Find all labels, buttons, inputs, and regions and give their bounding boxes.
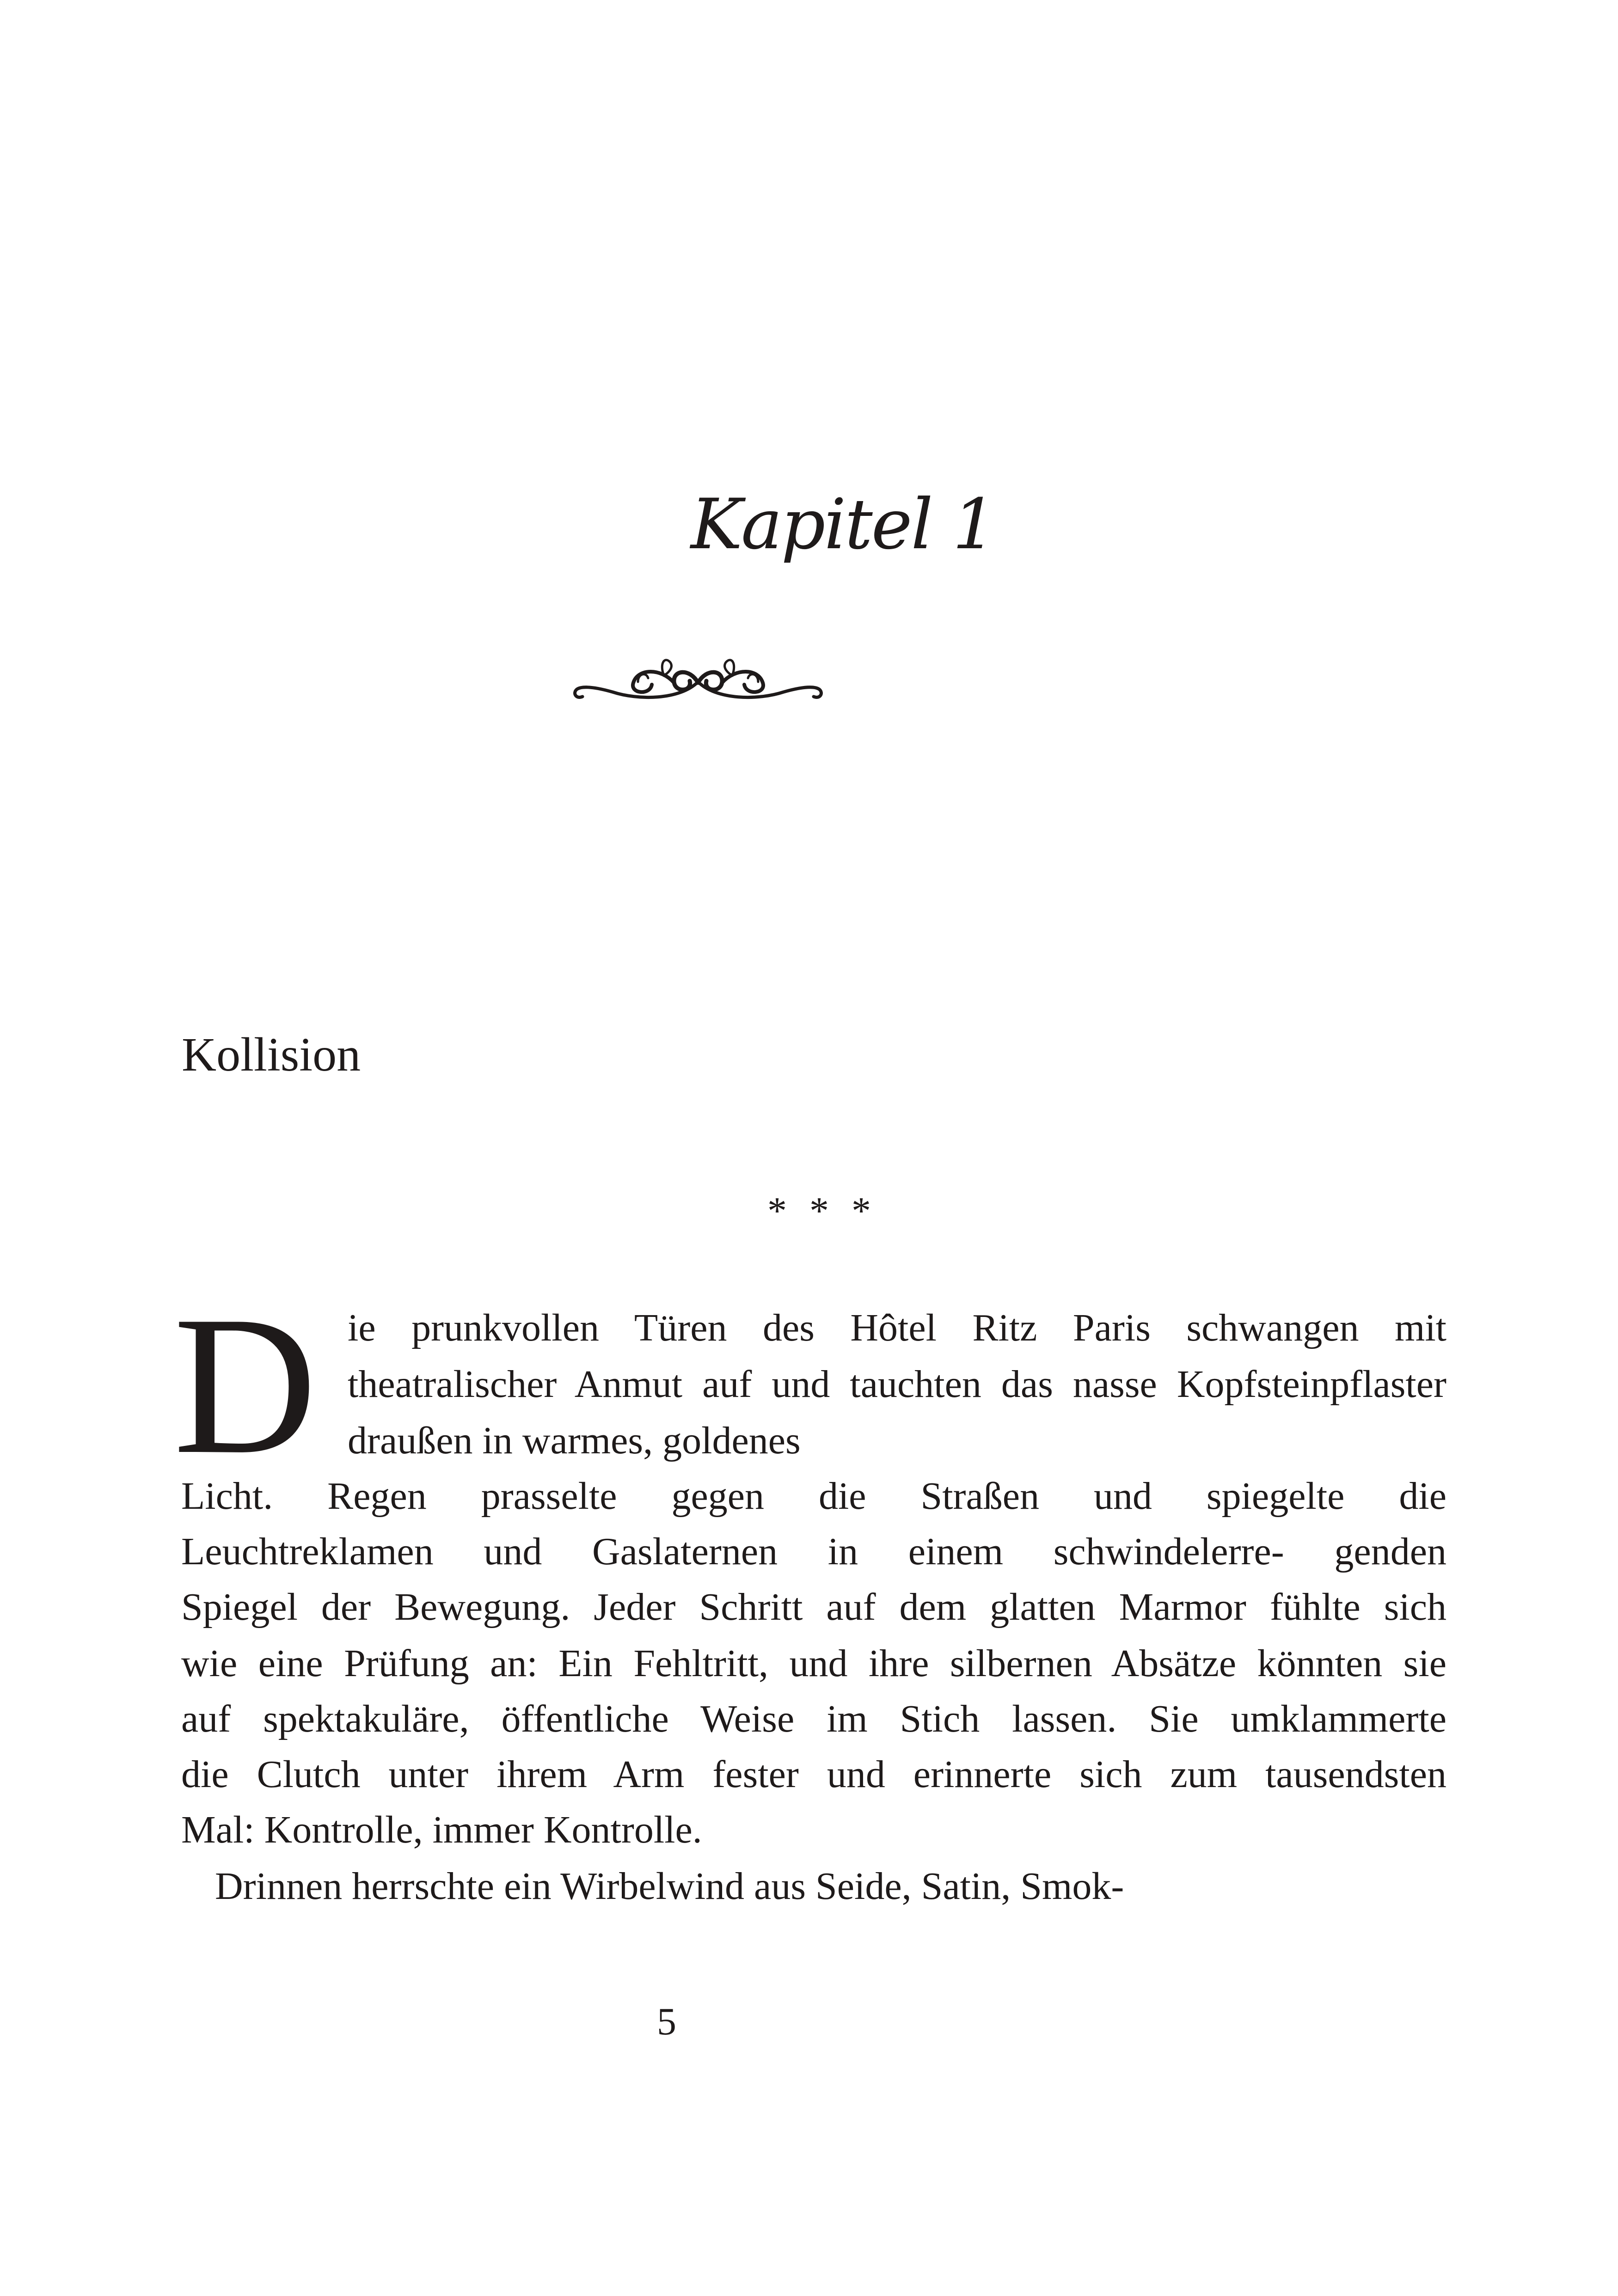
body-line: Licht. Regen prasselte gegen die Straßen und spiegelte die xyxy=(181,1475,1446,1518)
flourish-ornament-icon xyxy=(569,649,827,714)
body-line: die Clutch unter ihrem Arm fester und erinnerte sich zum tausendsten xyxy=(181,1753,1446,1796)
page-number: 5 xyxy=(657,2000,676,2043)
body-line: Leuchtreklamen und Gaslaternen in einem schwindelerre- genden xyxy=(181,1530,1446,1573)
body-line: wie eine Prüfung an: Ein Fehltritt, und ihre silbernen Absätze könnten sie xyxy=(181,1642,1446,1685)
body-line: ie prunkvollen Türen des Hôtel Ritz Paris schwangen mit xyxy=(348,1306,1446,1349)
body-line: theatralischer Anmut auf und tauchten das nasse Kopfsteinpflaster xyxy=(348,1363,1446,1406)
body-line: Drinnen herrschte ein Wirbelwind aus Seide, Satin, Smok- xyxy=(215,1865,1124,1908)
body-line: Mal: Kontrolle, immer Kontrolle. xyxy=(181,1808,702,1851)
body-line: auf spektakuläre, öffentliche Weise im Stich lassen. Sie umklammerte xyxy=(181,1697,1446,1740)
section-title: Kollision xyxy=(182,1028,361,1081)
body-line: Spiegel der Bewegung. Jeder Schritt auf dem glatten Marmor fühlte sich xyxy=(181,1586,1446,1629)
chapter-title: Kapitel 1 xyxy=(691,484,995,565)
body-line: draußen in warmes, goldenes xyxy=(348,1419,801,1462)
scene-break: * * * xyxy=(767,1189,877,1232)
drop-cap: D xyxy=(173,1275,317,1495)
